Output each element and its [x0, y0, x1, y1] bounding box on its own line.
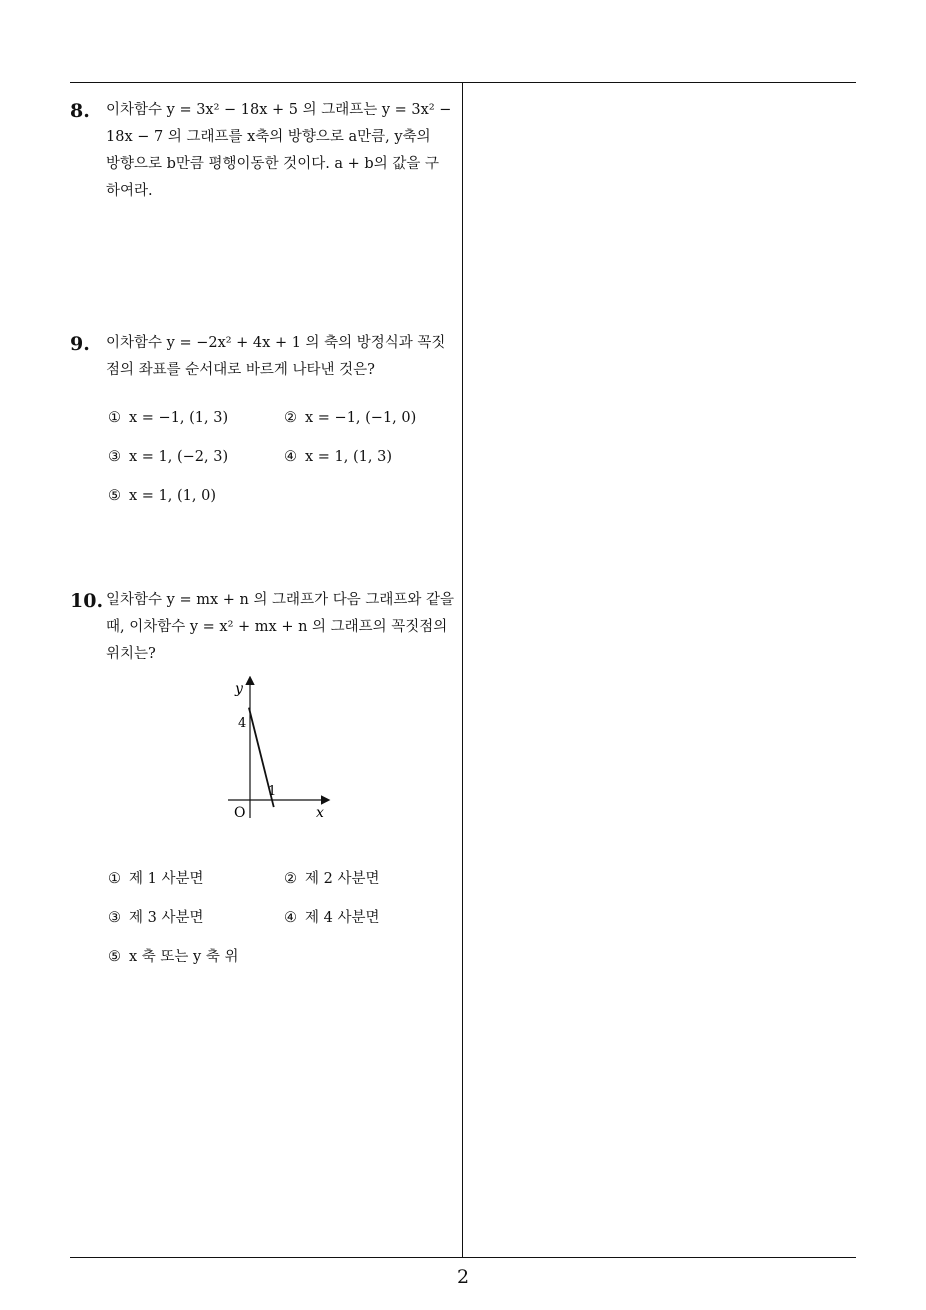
question-9	[70, 333, 460, 513]
line-graph	[228, 676, 348, 826]
question-10	[70, 590, 460, 970]
choice-mark: ③	[108, 449, 121, 465]
question-number: 8.	[70, 100, 90, 122]
choice-text: 제 4 사분면	[305, 910, 380, 926]
choice-text: x = −1, (1, 3)	[129, 410, 229, 426]
choice-text: 제 3 사분면	[129, 910, 204, 926]
footer-rule	[70, 1257, 856, 1258]
choice-mark: ⑤	[108, 488, 121, 504]
choice-text: x = 1, (−2, 3)	[129, 449, 229, 465]
question-number: 9.	[70, 333, 90, 355]
choice-3[interactable]	[108, 906, 203, 927]
choice-2[interactable]	[284, 410, 416, 426]
choice-mark: ②	[284, 871, 297, 887]
choice-mark: ③	[108, 910, 121, 926]
question-line: 18x − 7 의 그래프를 x축의 방향으로 a만큼, y축의	[106, 129, 431, 145]
question-line: 이차함수 y = 3x² − 18x + 5 의 그래프는 y = 3x² −	[106, 102, 452, 118]
question-number: 10.	[70, 590, 104, 612]
choice-text: x = −1, (−1, 0)	[305, 410, 417, 426]
question-text	[106, 330, 460, 384]
choice-mark: ①	[108, 871, 121, 887]
origin-label: O	[234, 805, 246, 821]
choice-5[interactable]	[108, 945, 238, 966]
question-line: 일차함수 y = mx + n 의 그래프가 다음 그래프와 같을	[106, 592, 454, 608]
question-line: 위치는?	[106, 646, 156, 662]
choice-5[interactable]	[108, 488, 216, 504]
y-intercept-label: 4	[238, 716, 247, 731]
question-text	[106, 97, 460, 205]
question-8	[70, 100, 460, 220]
question-line: 하여라.	[106, 183, 153, 199]
choice-text: x 축 또는 y 축 위	[129, 949, 239, 965]
choice-text: 제 2 사분면	[305, 871, 380, 887]
column-divider	[462, 82, 463, 1258]
choice-mark: ⑤	[108, 949, 121, 965]
header-rule	[70, 82, 856, 83]
choice-text: 제 1 사분면	[129, 871, 204, 887]
choice-text: x = 1, (1, 3)	[305, 449, 392, 465]
y-axis-label: y	[235, 681, 243, 697]
x-axis-label: x	[316, 805, 324, 821]
choice-2[interactable]	[284, 867, 379, 888]
choice-1[interactable]	[108, 410, 228, 426]
x-intercept-label: 1	[268, 784, 277, 799]
question-line: 이차함수 y = −2x² + 4x + 1 의 축의 방정식과 꼭짓	[106, 335, 446, 351]
choice-1[interactable]	[108, 867, 203, 888]
question-line: 점의 좌표를 순서대로 바르게 나타낸 것은?	[106, 362, 375, 378]
choice-text: x = 1, (1, 0)	[129, 488, 216, 504]
page-number: 2	[456, 1266, 470, 1288]
question-line: 때, 이차함수 y = x² + mx + n 의 그래프의 꼭짓점의	[106, 619, 448, 635]
choice-mark: ②	[284, 410, 297, 426]
choice-mark: ①	[108, 410, 121, 426]
choice-mark: ④	[284, 449, 297, 465]
choice-4[interactable]	[284, 906, 379, 927]
question-line: 방향으로 b만큼 평행이동한 것이다. a + b의 값을 구	[106, 156, 439, 172]
choice-mark: ④	[284, 910, 297, 926]
choice-4[interactable]	[284, 449, 392, 465]
question-text	[106, 587, 460, 668]
choice-3[interactable]	[108, 449, 228, 465]
